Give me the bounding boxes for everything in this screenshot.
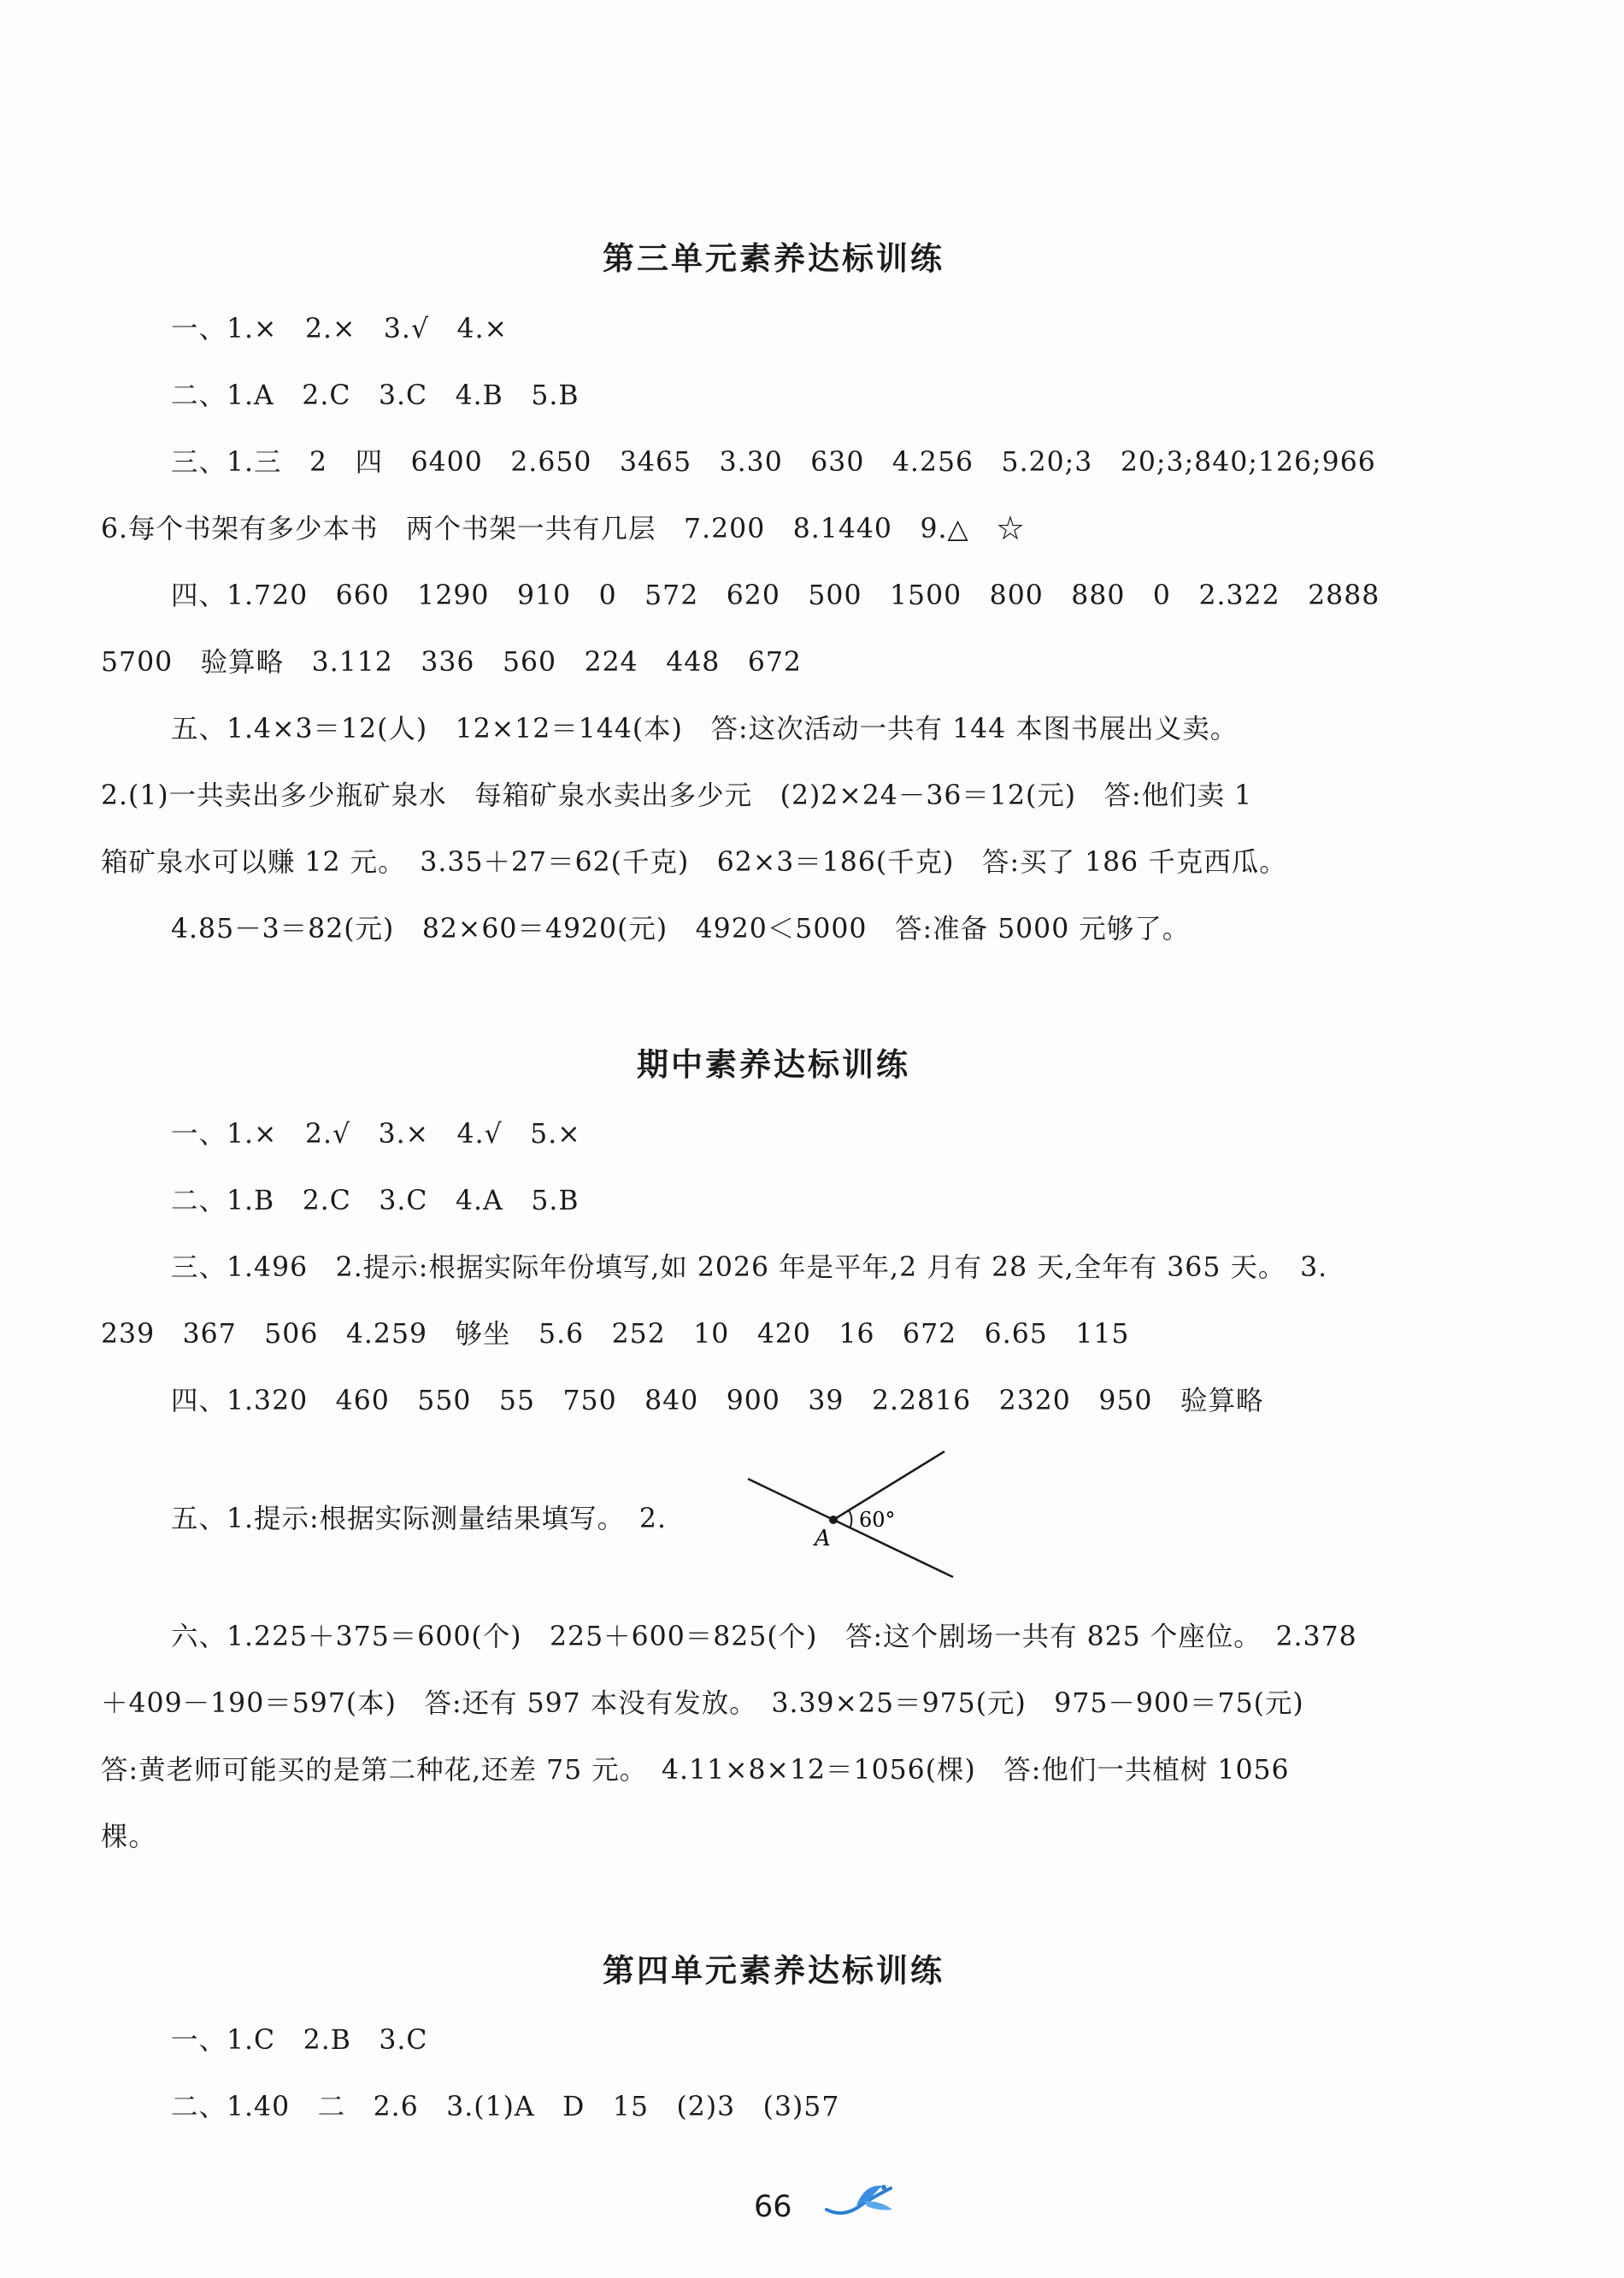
answer-line: 一、1.× 2.× 3.√ 4.× — [171, 314, 508, 344]
angle-arc — [849, 1510, 851, 1528]
answer-line: 二、1.40 二 2.6 3.(1)A D 15 (2)3 (3)57 — [171, 2092, 840, 2122]
angle-figure — [739, 1445, 962, 1590]
section-title-unit4: 第四单元素养达标训练 — [603, 1952, 944, 1989]
answer-line: 一、1.C 2.B 3.C — [171, 2025, 428, 2056]
page-number: 66 — [754, 2190, 792, 2224]
answer-line: 2.(1)一共卖出多少瓶矿泉水 每箱矿泉水卖出多少元 (2)2×24－36＝12(元) 答:他们卖 1 — [101, 780, 1253, 811]
answer-line: 一、1.× 2.√ 3.× 4.√ 5.× — [171, 1119, 581, 1150]
vertex-label: A — [815, 1526, 831, 1551]
bird-decoration-icon — [822, 2175, 899, 2227]
answer-line: 239 367 506 4.259 够坐 5.6 252 10 420 16 672 6.65 115 — [101, 1319, 1130, 1350]
answer-line: 棵。 — [101, 1822, 157, 1852]
section-title-unit3: 第三单元素养达标训练 — [603, 240, 944, 277]
answer-line: 六、1.225＋375＝600(个) 225＋600＝825(个) 答:这个剧场一共有 825 个座位。 2.378 — [171, 1622, 1357, 1652]
answer-line: 二、1.B 2.C 3.C 4.A 5.B — [171, 1186, 580, 1216]
answer-line: 五、1.4×3＝12(人) 12×12＝144(本) 答:这次活动一共有 144 本图书展出义卖。 — [171, 714, 1239, 745]
answer-line: 5700 验算略 3.112 336 560 224 448 672 — [101, 647, 802, 678]
answer-line: 6.每个书架有多少本书 两个书架一共有几层 7.200 8.1440 9.△ ☆ — [101, 514, 1025, 544]
answer-line: 箱矿泉水可以赚 12 元。 3.35＋27＝62(千克) 62×3＝186(千克) 答:买了 186 千克西瓜。 — [101, 847, 1287, 878]
answer-line: 二、1.A 2.C 3.C 4.B 5.B — [171, 380, 580, 411]
vertex-point — [829, 1516, 838, 1524]
answer-line: ＋409－190＝597(本) 答:还有 597 本没有发放。 3.39×25＝975(元) 975－900＝75(元) — [101, 1688, 1304, 1719]
angle-label: 60° — [859, 1508, 896, 1532]
answer-line: 五、1.提示:根据实际测量结果填写。 2. — [171, 1504, 667, 1534]
answer-line: 三、1.496 2.提示:根据实际年份填写,如 2026 年是平年,2 月有 28 天,全年有 365 天。 3. — [171, 1252, 1328, 1283]
section-title-midterm: 期中素养达标训练 — [637, 1046, 910, 1083]
answer-line: 答:黄老师可能买的是第二种花,还差 75 元。 4.11×8×12＝1056(棵) 答:他们一共植树 1056 — [101, 1755, 1290, 1786]
answer-line: 四、1.720 660 1290 910 0 572 620 500 1500 800 880 0 2.322 2888 — [171, 580, 1380, 611]
answer-line: 四、1.320 460 550 55 750 840 900 39 2.2816 2320 950 验算略 — [171, 1386, 1264, 1416]
answer-line: 三、1.三 2 四 6400 2.650 3465 3.30 630 4.256 5.20;3 20;3;840;126;966 — [171, 447, 1376, 478]
answer-line: 4.85－3＝82(元) 82×60＝4920(元) 4920＜5000 答:准备 5000 元够了。 — [171, 914, 1191, 945]
